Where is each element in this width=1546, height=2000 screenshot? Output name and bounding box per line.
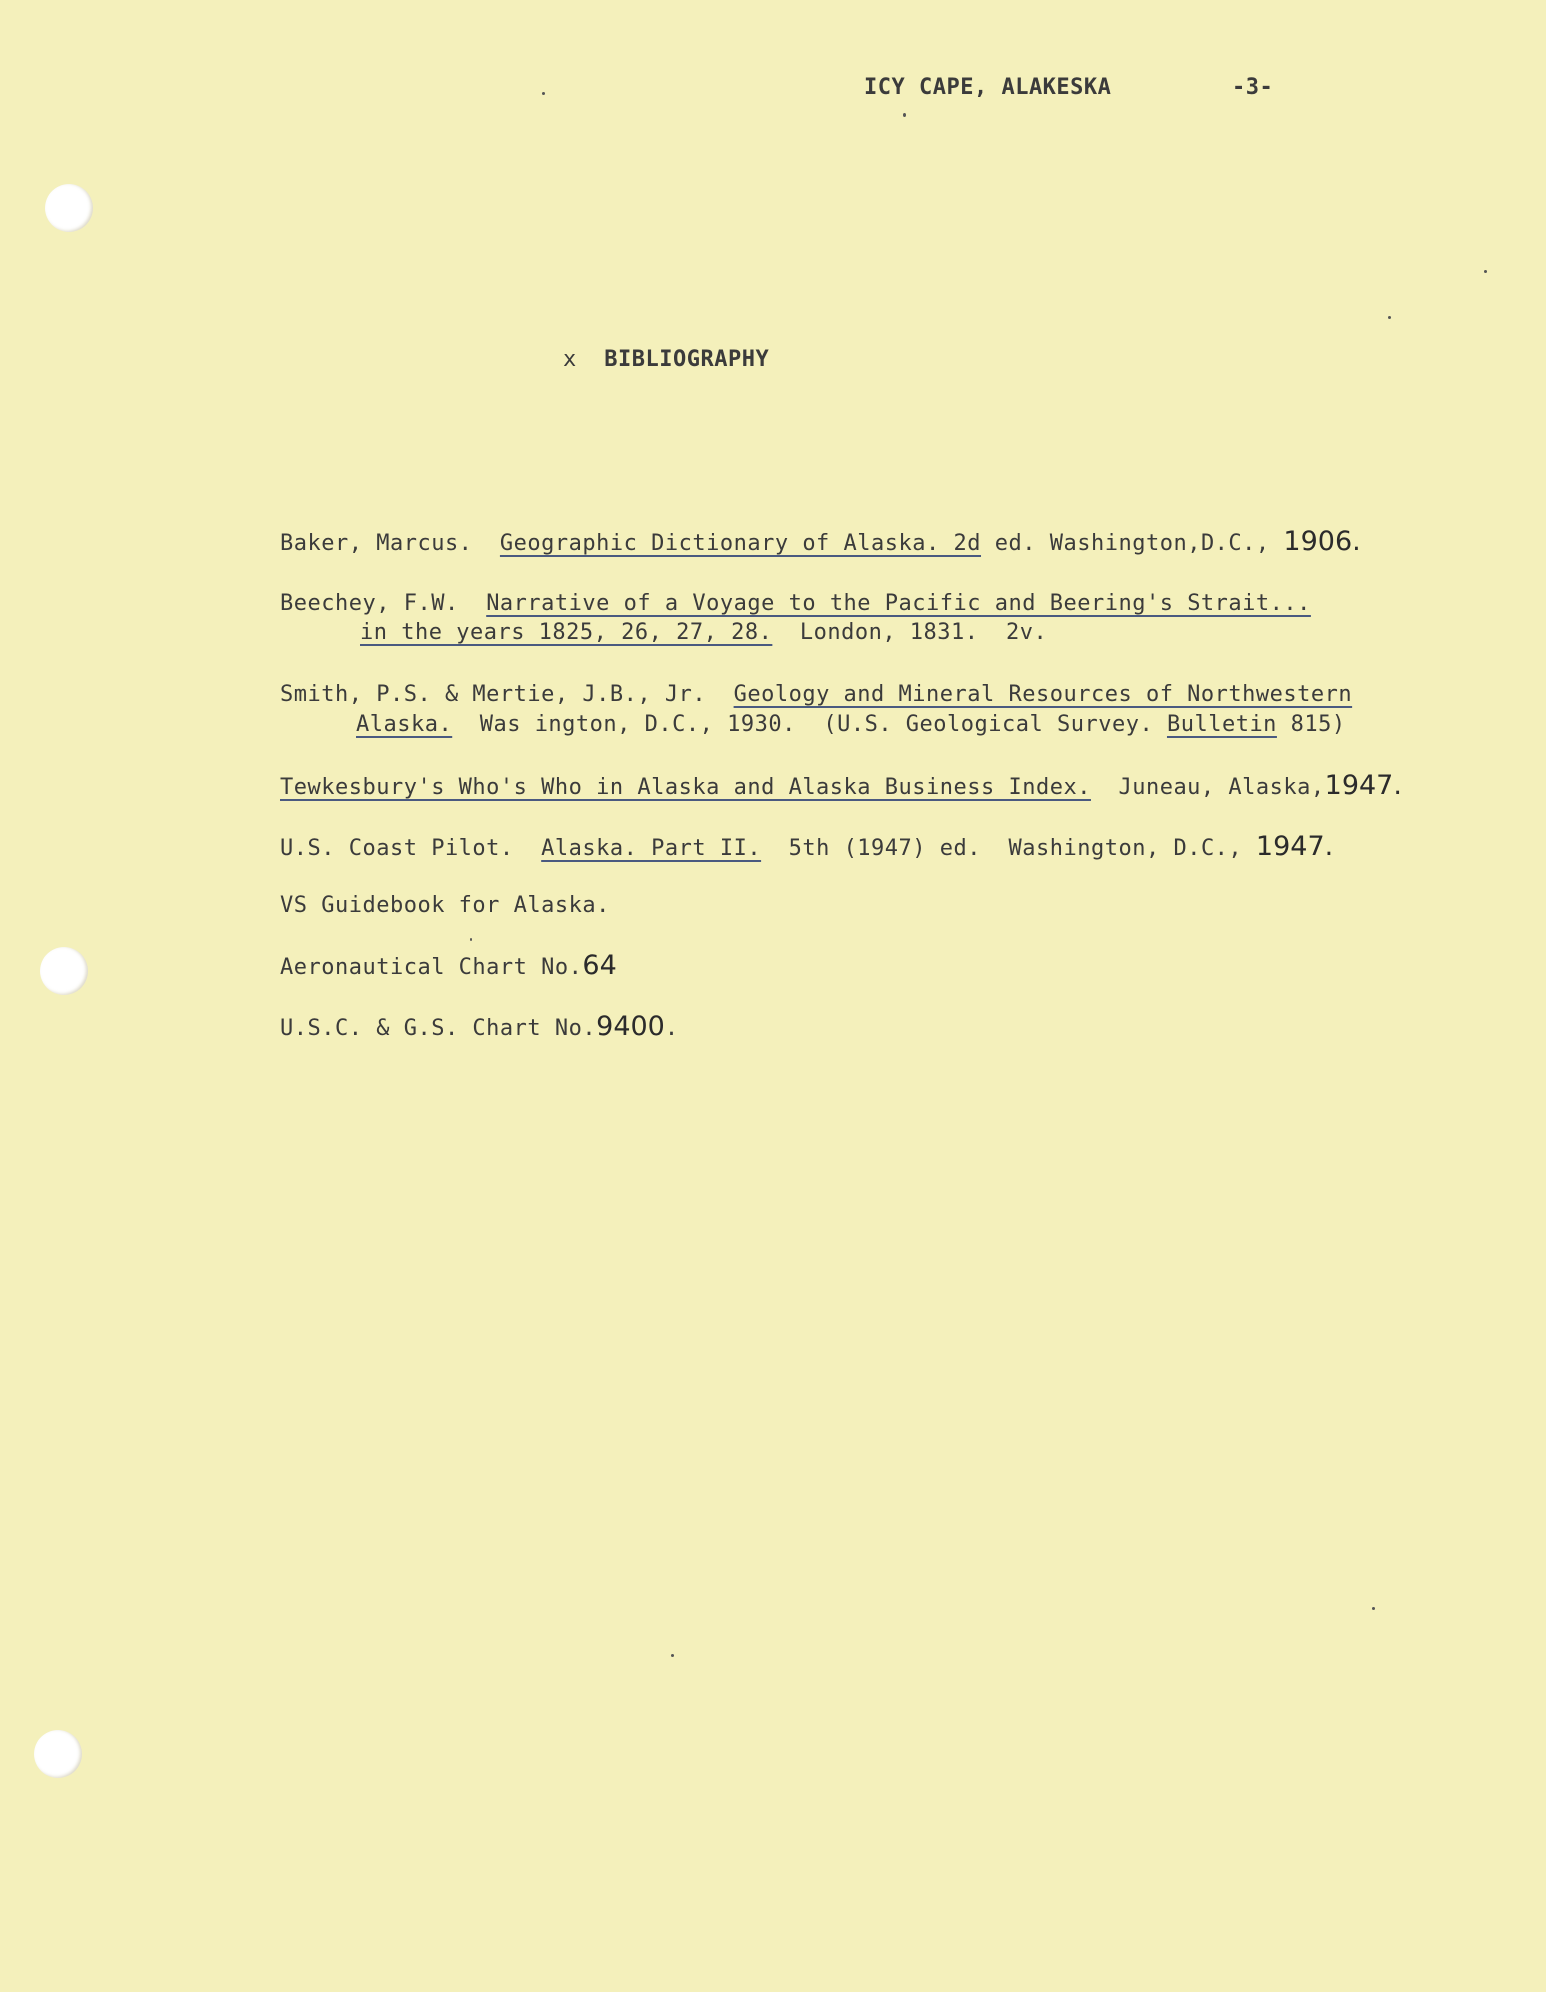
entry-title: Narrative of a Voyage to the Pacific and Beering's Strait... (486, 591, 1311, 616)
entry-author: Beechey, F.W. (280, 591, 487, 616)
bibliography-entry (280, 772, 1402, 802)
entry-terminator: . (664, 1016, 679, 1041)
bibliography-entry (280, 1013, 679, 1043)
punch-hole (34, 1730, 82, 1778)
paper-speck (1372, 1607, 1375, 1610)
bibliography-entry (280, 952, 617, 982)
section-heading (563, 346, 769, 374)
paper-speck (1388, 316, 1391, 319)
bibliography-entry (280, 528, 1361, 558)
entry-title: Geology and Mineral Resources of Northwestern (733, 682, 1353, 707)
paper-speck (1484, 270, 1487, 273)
bibliography-entry (280, 833, 1333, 863)
bibliography-entry (280, 892, 610, 920)
entry-author: Smith, P.S. & Mertie, J.B., Jr. (280, 682, 734, 707)
page-number: -3- (1232, 75, 1274, 100)
entry-author: Baker, Marcus. (280, 531, 500, 556)
paper-speck (542, 92, 545, 95)
entry-title: Tewkesbury's Who's Who in Alaska and Alaska Business Index. (280, 775, 1091, 800)
entry-year: 1947. (1255, 831, 1334, 862)
page-header-title: ICY CAPE, ALAKESKA (864, 75, 1112, 100)
punch-hole (40, 947, 88, 995)
entry-title: U.S.C. & G.S. Chart No. (280, 1016, 597, 1041)
entry-chart-number: 64 (582, 950, 617, 981)
entry-year: 1906. (1283, 526, 1361, 557)
punch-hole (45, 184, 93, 232)
entry-publication: London, 1831. 2v. (772, 620, 1048, 645)
entry-series-number: 815) (1276, 712, 1346, 737)
entry-publication: ed. Washington,D.C., (981, 531, 1284, 556)
entry-title-continued: in the years 1825, 26, 27, 28. (360, 620, 773, 645)
bibliography-entry-continuation (360, 619, 1047, 647)
entry-publication: Was ington, D.C., 1930. (U.S. Geological Survey. (452, 712, 1167, 737)
bibliography-entry (280, 590, 1311, 618)
entry-year: 1947. (1324, 770, 1402, 801)
entry-publication: 5th (1947) ed. Washington, D.C., (761, 836, 1256, 861)
entry-series: Bulletin (1166, 712, 1277, 737)
entry-chart-number: 9400 (596, 1011, 665, 1042)
entry-author: U.S. Coast Pilot. (280, 836, 542, 861)
paper-speck (470, 938, 472, 941)
section-title: BIBLIOGRAPHY (604, 347, 770, 372)
bibliography-entry (280, 681, 1352, 709)
paper-speck (671, 1654, 674, 1657)
section-marker: x (563, 347, 577, 372)
entry-title: Alaska. Part II. (541, 836, 762, 861)
entry-publication: Juneau, Alaska, (1090, 775, 1325, 800)
entry-title: Aeronautical Chart No. (280, 955, 583, 980)
bibliography-entry-continuation (356, 711, 1346, 739)
entry-title-continued: Alaska. (356, 712, 453, 737)
entry-title: Geographic Dictionary of Alaska. 2d (499, 531, 982, 556)
scan-edge (0, 1992, 1546, 2000)
entry-title: VS Guidebook for Alaska. (280, 893, 610, 918)
paper-speck (903, 113, 906, 117)
